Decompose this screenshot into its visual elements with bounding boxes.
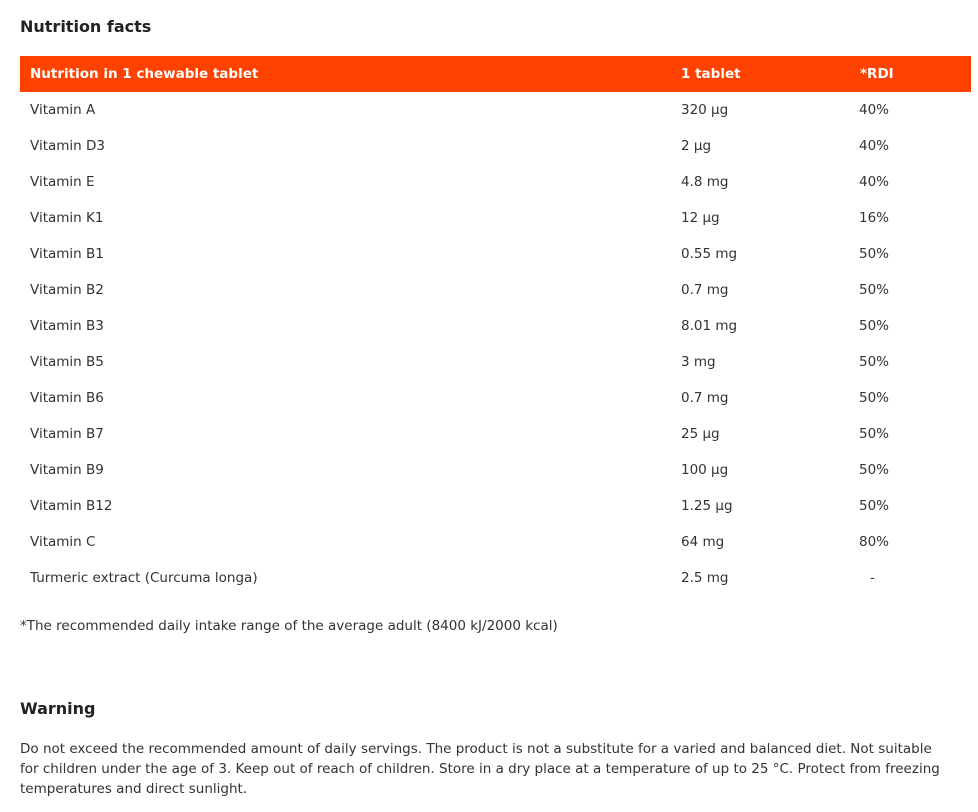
header-per-tablet: 1 tablet: [681, 56, 859, 92]
table-row: [20, 380, 971, 416]
nutrient-rdi: 50%: [859, 390, 890, 406]
nutrient-name: Vitamin K1: [30, 210, 104, 226]
nutrient-amount: 12 µg: [681, 210, 720, 226]
warning-text: Do not exceed the recommended amount of daily servings. The product is not a substitute for a varied and balanced diet. Not suitable for children under the age of 3. Keep out of reach of children. Store in a dry place at a temperature of up to 25 °C. Protect from freezing temperatures and direct sunlight.: [20, 741, 940, 797]
nutrient-name: Vitamin B1: [30, 246, 104, 262]
nutrient-name: Turmeric extract (Curcuma longa): [30, 570, 258, 586]
nutrient-rdi: 50%: [859, 498, 890, 514]
nutrition-table-header-row: [20, 56, 971, 92]
nutrient-rdi: 40%: [859, 174, 890, 190]
nutrient-amount: 100 µg: [681, 462, 729, 478]
nutrient-name: Vitamin B6: [30, 390, 104, 406]
nutrient-name: Vitamin B2: [30, 282, 104, 298]
nutrient-name: Vitamin B9: [30, 462, 104, 478]
nutrient-amount: 320 µg: [681, 102, 729, 118]
nutrient-amount: 0.55 mg: [681, 246, 738, 262]
nutrient-amount: 1.25 µg: [681, 498, 733, 514]
table-row: [20, 92, 971, 128]
nutrient-rdi: 40%: [859, 138, 890, 154]
nutrient-rdi: 50%: [859, 426, 890, 442]
nutrient-rdi: 80%: [859, 534, 890, 550]
nutrient-amount: 25 µg: [681, 426, 720, 442]
table-row: [20, 308, 971, 344]
table-row: [20, 200, 971, 236]
table-row: [20, 128, 971, 164]
nutrient-rdi: 50%: [859, 246, 890, 262]
nutrient-rdi: 50%: [859, 318, 890, 334]
nutrient-name: Vitamin A: [30, 102, 96, 118]
table-row: [20, 452, 971, 488]
nutrient-rdi: 50%: [859, 354, 890, 370]
nutrient-amount: 3 mg: [681, 354, 716, 370]
nutrient-amount: 64 mg: [681, 534, 725, 550]
nutrient-rdi: -: [870, 570, 875, 586]
nutrient-name: Vitamin B12: [30, 498, 113, 514]
table-row: [20, 524, 971, 560]
nutrient-amount: 2.5 mg: [681, 570, 729, 586]
nutrient-rdi: 50%: [859, 282, 890, 298]
header-rdi: *RDI: [859, 56, 971, 92]
table-row: [20, 236, 971, 272]
nutrition-table: [20, 56, 971, 596]
warning-title: Warning: [20, 699, 96, 718]
nutrient-rdi: 50%: [859, 462, 890, 478]
nutrient-name: Vitamin B7: [30, 426, 104, 442]
nutrient-name: Vitamin C: [30, 534, 96, 550]
nutrient-name: Vitamin B5: [30, 354, 104, 370]
table-row: [20, 344, 971, 380]
nutrient-rdi: 16%: [859, 210, 890, 226]
nutrient-amount: 0.7 mg: [681, 390, 729, 406]
nutrient-amount: 8.01 mg: [681, 318, 738, 334]
table-row: [20, 560, 971, 596]
nutrient-rdi: 40%: [859, 102, 890, 118]
nutrient-name: Vitamin E: [30, 174, 95, 190]
table-row: [20, 488, 971, 524]
nutrition-facts-title: Nutrition facts: [20, 17, 152, 36]
nutrient-name: Vitamin B3: [30, 318, 104, 334]
table-row: [20, 416, 971, 452]
rdi-footnote: *The recommended daily intake range of the average adult (8400 kJ/2000 kcal): [20, 618, 558, 634]
header-nutrient: Nutrition in 1 chewable tablet: [20, 56, 681, 92]
nutrient-name: Vitamin D3: [30, 138, 105, 154]
table-row: [20, 164, 971, 200]
nutrient-amount: 0.7 mg: [681, 282, 729, 298]
table-row: [20, 272, 971, 308]
nutrient-amount: 2 µg: [681, 138, 712, 154]
nutrient-amount: 4.8 mg: [681, 174, 729, 190]
